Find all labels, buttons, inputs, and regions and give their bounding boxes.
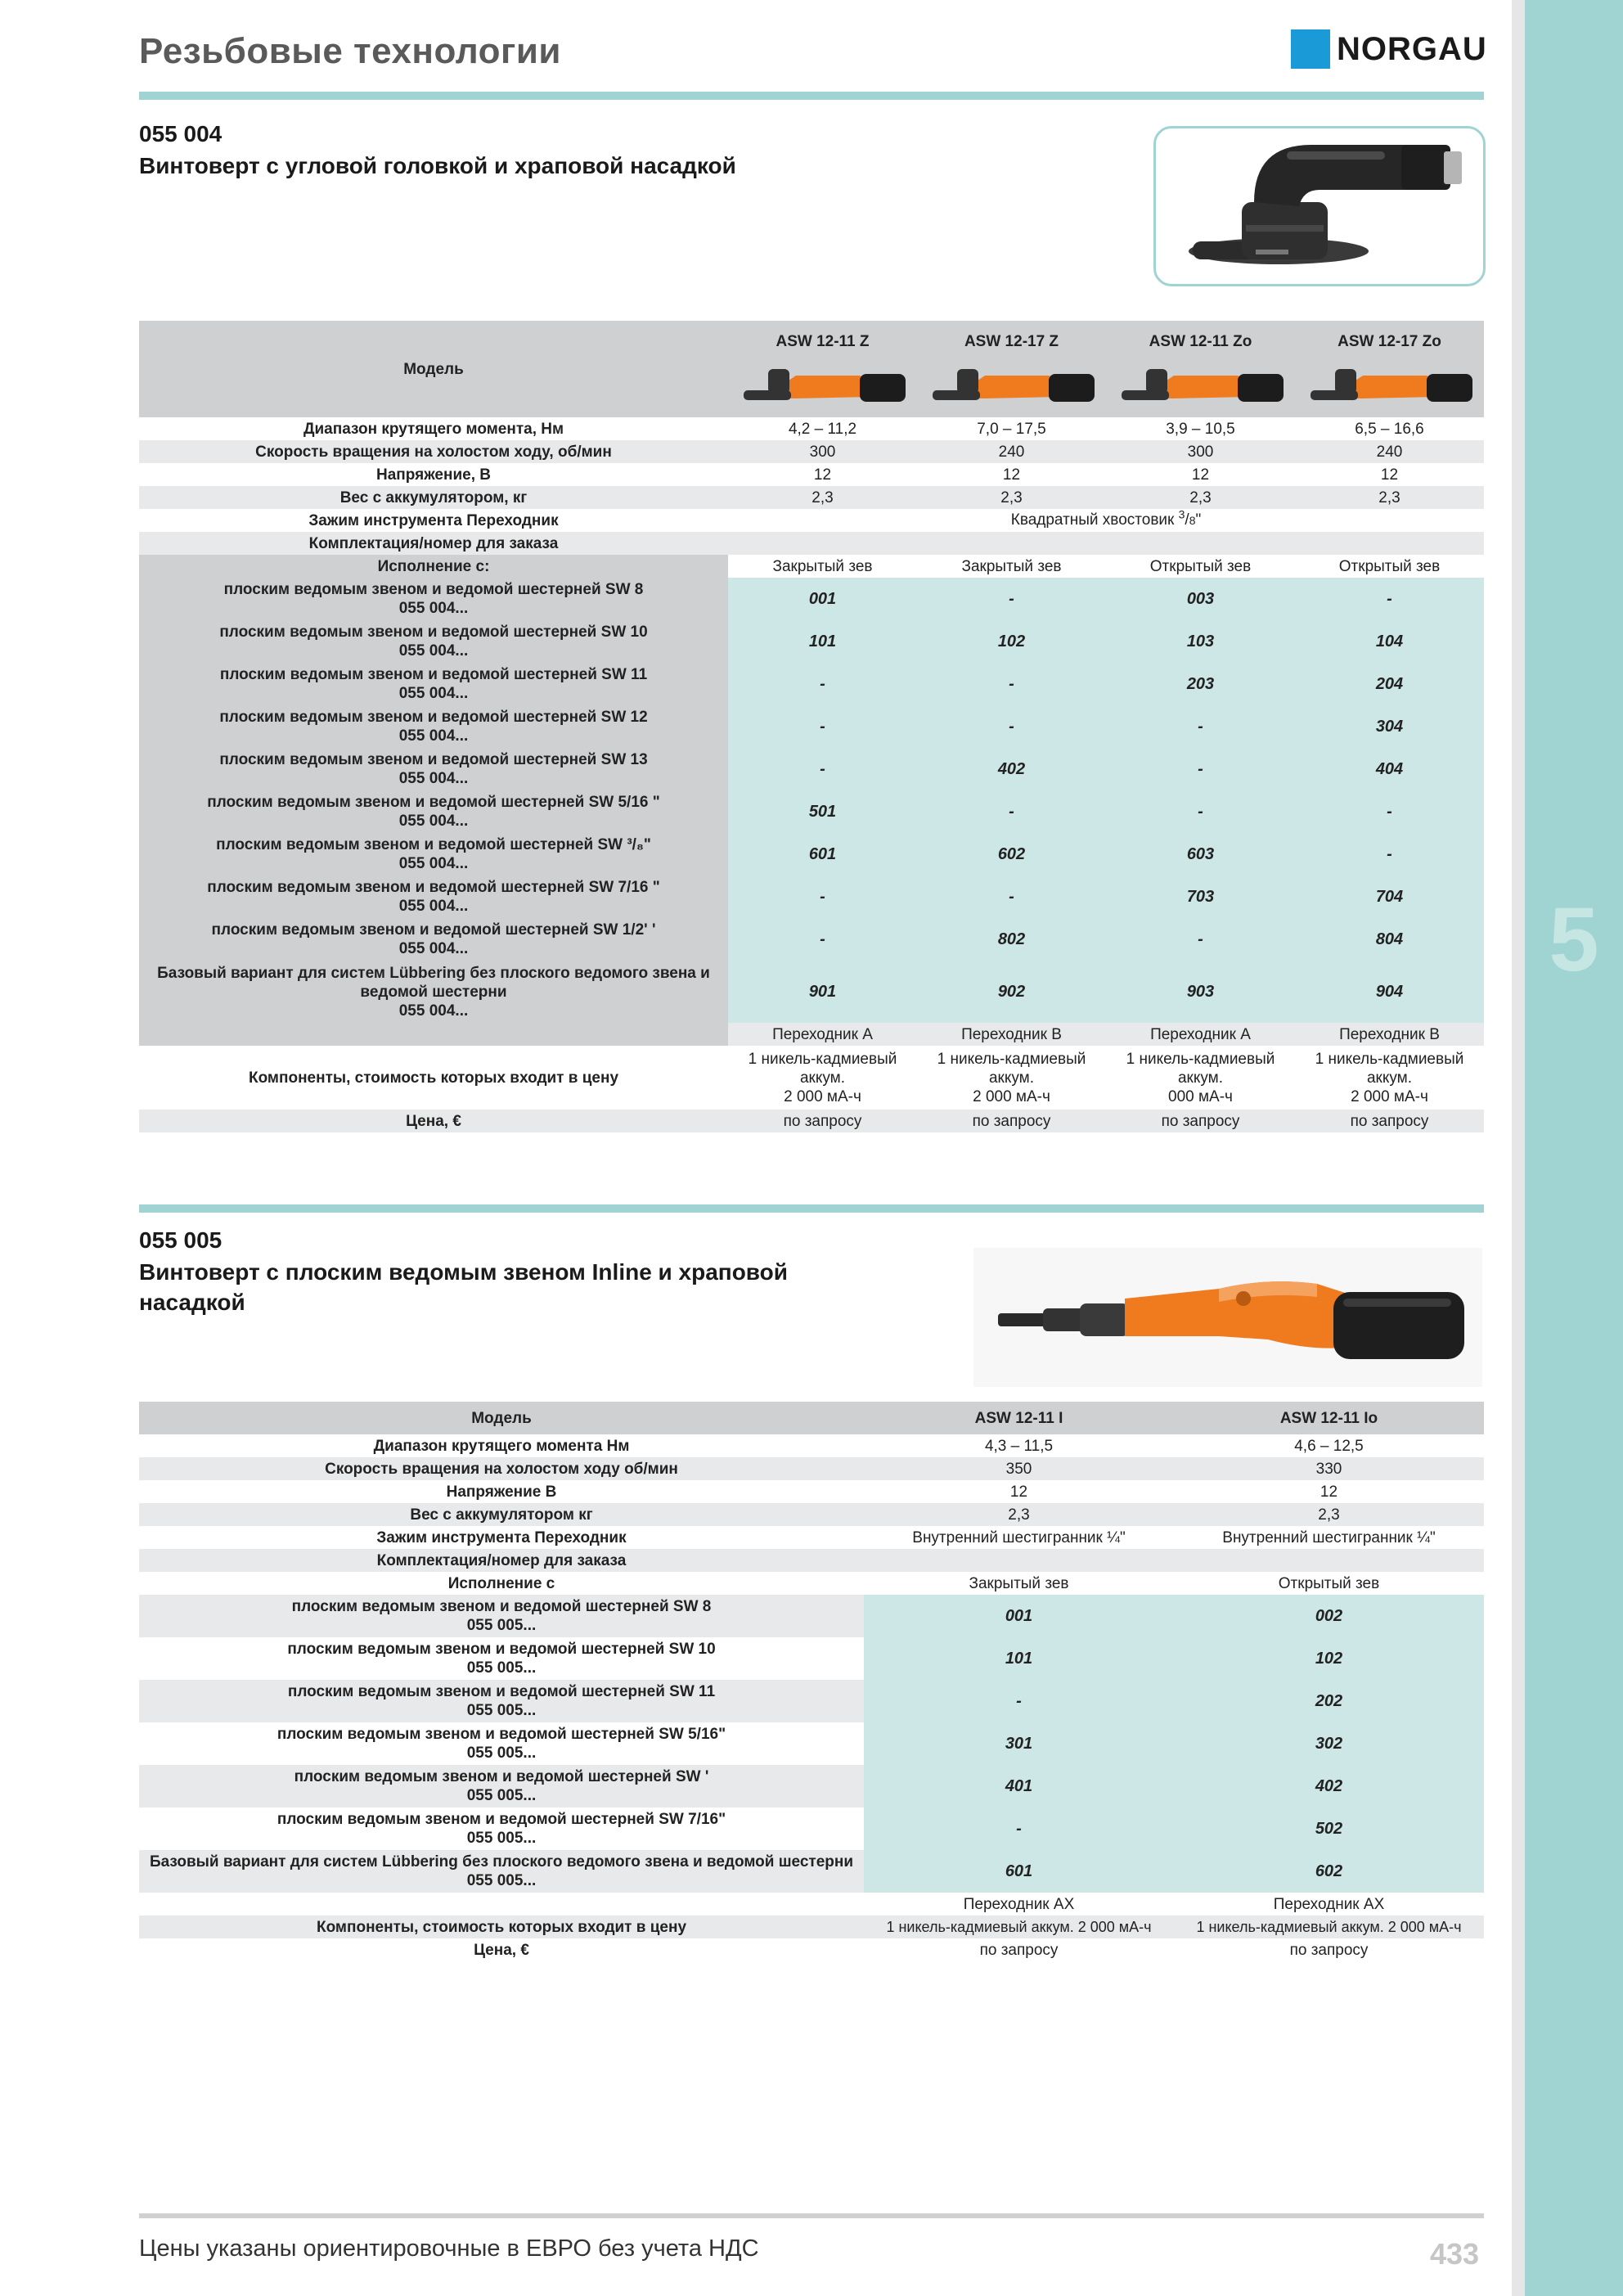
- price-value: по запросу: [864, 1938, 1174, 1961]
- section1-code: 055 004: [139, 121, 223, 146]
- spec-value: 12: [1295, 463, 1484, 486]
- spec-label: Вес с аккумулятором кг: [139, 1503, 864, 1526]
- components-line: 1 никель-кадмиевый: [1315, 1050, 1464, 1068]
- order-code: -: [864, 1680, 1174, 1722]
- table-row: [139, 578, 1484, 620]
- angle-screwdriver-image: [1156, 128, 1483, 284]
- product-image-inline: [973, 1248, 1482, 1387]
- order-code: -: [917, 705, 1106, 748]
- order-code: 103: [1106, 620, 1295, 663]
- order-row-label: [139, 663, 728, 705]
- components-value: 1 никель-кадмиевый аккум. 2 000 мА-ч: [1174, 1916, 1484, 1938]
- order-row-label: [139, 1765, 864, 1808]
- clamp-label: Зажим инструмента Переходник: [139, 509, 728, 532]
- spec-label: Вес с аккумулятором, кг: [139, 486, 728, 509]
- spec-value: 4,3 – 11,5: [864, 1434, 1174, 1457]
- spec-value: Внутренний шестигранник ¼": [1174, 1526, 1484, 1549]
- order-prefix: 055 004...: [398, 642, 469, 660]
- table-row: [139, 1480, 1484, 1503]
- table-row: [139, 1850, 1484, 1893]
- spec-value: 12: [728, 463, 917, 486]
- components-line: 1 никель-кадмиевый: [748, 1050, 897, 1068]
- order-row-text: плоским ведомым звеном и ведомой шестерней SW 5/16 ": [207, 794, 660, 811]
- table-row: [139, 509, 1484, 532]
- table-row: [139, 417, 1484, 440]
- spec-label: Диапазон крутящего момента Нм: [139, 1434, 864, 1457]
- adapter-value: Переходник A: [728, 1023, 917, 1046]
- spec-value: Внутренний шестигранник ¼": [864, 1526, 1174, 1549]
- components-value: [728, 1046, 917, 1110]
- order-prefix: 055 004...: [398, 813, 469, 830]
- spec-value: 240: [1295, 440, 1484, 463]
- order-code: 101: [864, 1637, 1174, 1680]
- model-column: [728, 321, 917, 417]
- brand-name: NORGAU: [1337, 30, 1487, 67]
- price-value: по запросу: [1295, 1110, 1484, 1132]
- spec-value: 330: [1174, 1457, 1484, 1480]
- order-code: 802: [917, 918, 1106, 961]
- order-row-label: [139, 1808, 864, 1850]
- table-row: [139, 1680, 1484, 1722]
- price-value: по запросу: [1174, 1938, 1484, 1961]
- model-name: ASW 12-11 Zo: [1149, 332, 1252, 350]
- clamp-value-text: Квадратный хвостовик: [1010, 511, 1175, 529]
- spec-value: 4,2 – 11,2: [728, 417, 917, 440]
- table-row: [139, 1549, 1484, 1572]
- exec-value: Открытый зев: [1295, 555, 1484, 578]
- components-line: 1 никель-кадмиевый: [1126, 1050, 1275, 1068]
- order-code: -: [917, 663, 1106, 705]
- chapter-sidebar: [1525, 0, 1623, 2296]
- exec-value: Открытый зев: [1106, 555, 1295, 578]
- order-code: 904: [1295, 961, 1484, 1023]
- model-label: Модель: [139, 321, 728, 417]
- order-code: -: [917, 790, 1106, 833]
- order-prefix: 055 005...: [466, 1745, 537, 1762]
- footer-rule: [139, 2213, 1484, 2218]
- model-column: [1295, 321, 1484, 417]
- components-line: аккум.: [1366, 1069, 1413, 1087]
- section2-spec-table: [139, 1402, 1484, 1961]
- spec-value: 12: [1174, 1480, 1484, 1503]
- section2-title-line: насадкой: [139, 1290, 245, 1315]
- order-row-label: [139, 918, 728, 961]
- table-row: [139, 440, 1484, 463]
- components-line: 1 никель-кадмиевый: [937, 1050, 1086, 1068]
- spec-value: 3,9 – 10,5: [1106, 417, 1295, 440]
- price-label: Цена, €: [139, 1110, 728, 1132]
- model-name: ASW 12-17 Zo: [1338, 332, 1441, 350]
- order-code: -: [1106, 918, 1295, 961]
- order-code: 203: [1106, 663, 1295, 705]
- table-row: [139, 555, 1484, 578]
- table-row: [139, 463, 1484, 486]
- order-code: 501: [728, 790, 917, 833]
- spec-value: 2,3: [728, 486, 917, 509]
- section1-spec-table: [139, 321, 1484, 1132]
- angle-tool-thumb-image: [1304, 358, 1476, 405]
- order-code: 402: [1174, 1765, 1484, 1808]
- table-row: [139, 1595, 1484, 1637]
- exec-label: Исполнение с: [139, 1572, 864, 1595]
- order-row-text: плоским ведомым звеном и ведомой шестерней SW 7/16": [276, 1811, 726, 1828]
- table-row: [139, 1808, 1484, 1850]
- table-row: [139, 1637, 1484, 1680]
- order-prefix: 055 005...: [466, 1787, 537, 1804]
- spec-value: 7,0 – 17,5: [917, 417, 1106, 440]
- table-row: [139, 1916, 1484, 1938]
- order-code: 902: [917, 961, 1106, 1023]
- table-row: [139, 1110, 1484, 1132]
- order-row-text: плоским ведомым звеном и ведомой шестерней SW 10: [287, 1641, 716, 1658]
- order-code: 101: [728, 620, 917, 663]
- order-code: 204: [1295, 663, 1484, 705]
- table-row: [139, 663, 1484, 705]
- order-code: 001: [728, 578, 917, 620]
- components-line: аккум.: [1177, 1069, 1224, 1087]
- order-code: -: [1106, 790, 1295, 833]
- order-prefix: 055 005...: [466, 1617, 537, 1634]
- order-code: 603: [1106, 833, 1295, 876]
- table-row: [139, 833, 1484, 876]
- angle-tool-thumb-image: [1115, 358, 1287, 405]
- components-value: [917, 1046, 1106, 1110]
- spec-label: Зажим инструмента Переходник: [139, 1526, 864, 1549]
- clamp-fraction-num: 3: [1178, 509, 1185, 521]
- model-name: ASW 12-17 Z: [964, 332, 1059, 350]
- exec-value: Закрытый зев: [864, 1572, 1174, 1595]
- components-value: [1106, 1046, 1295, 1110]
- adapter-label: [139, 1023, 728, 1046]
- order-prefix: 055 005...: [466, 1702, 537, 1719]
- order-code: 401: [864, 1765, 1174, 1808]
- order-row-label: [139, 876, 728, 918]
- price-label: Цена, €: [139, 1938, 864, 1961]
- order-code: 002: [1174, 1595, 1484, 1637]
- table-row: [139, 1526, 1484, 1549]
- components-line: аккум.: [799, 1069, 846, 1087]
- order-row-text: плоским ведомым звеном и ведомой шестерней SW ': [294, 1768, 709, 1785]
- spec-value: 2,3: [917, 486, 1106, 509]
- spec-value: 350: [864, 1457, 1174, 1480]
- table-row: [139, 1503, 1484, 1526]
- inline-screwdriver-image: [973, 1248, 1482, 1387]
- spec-value: 12: [917, 463, 1106, 486]
- spec-value: 12: [1106, 463, 1295, 486]
- table-row: [139, 1572, 1484, 1595]
- order-row-text: плоским ведомым звеном и ведомой шестерней SW 5/16": [276, 1726, 726, 1743]
- order-prefix: 055 005...: [466, 1659, 537, 1677]
- order-code: 804: [1295, 918, 1484, 961]
- header-rule: [139, 92, 1484, 100]
- order-prefix: 055 004...: [398, 898, 469, 915]
- order-code: 301: [864, 1722, 1174, 1765]
- components-value: [1295, 1046, 1484, 1110]
- order-code: 003: [1106, 578, 1295, 620]
- order-prefix: 055 004...: [398, 855, 469, 872]
- components-line: 000 мА-ч: [1168, 1087, 1233, 1105]
- table-row: [139, 790, 1484, 833]
- table-row: [139, 1765, 1484, 1808]
- spec-value: 6,5 – 16,6: [1295, 417, 1484, 440]
- order-code: -: [1295, 790, 1484, 833]
- kit-value: [728, 532, 1484, 555]
- order-code: -: [1295, 833, 1484, 876]
- spec-value: 2,3: [1295, 486, 1484, 509]
- adapter-label: [139, 1893, 864, 1916]
- chapter-number: 5: [1549, 889, 1599, 990]
- components-label: Компоненты, стоимость которых входит в цену: [139, 1046, 728, 1110]
- order-code: 901: [728, 961, 917, 1023]
- order-code: -: [1106, 705, 1295, 748]
- exec-value: Закрытый зев: [728, 555, 917, 578]
- table-header-row: [139, 1402, 1484, 1434]
- table-row: [139, 918, 1484, 961]
- spec-value: 240: [917, 440, 1106, 463]
- components-line: 2 000 мА-ч: [973, 1087, 1050, 1105]
- table-row: [139, 1457, 1484, 1480]
- order-code: 602: [1174, 1850, 1484, 1893]
- angle-tool-thumb-image: [926, 358, 1098, 405]
- order-prefix: 055 005...: [466, 1872, 537, 1889]
- sidebar-strip: [1512, 0, 1525, 2296]
- spec-label: Скорость вращения на холостом ходу об/мин: [139, 1457, 864, 1480]
- order-code: 602: [917, 833, 1106, 876]
- order-code: 601: [864, 1850, 1174, 1893]
- adapter-value: Переходник AX: [1174, 1893, 1484, 1916]
- section1-title: Винтоверт с угловой головкой и храповой насадкой: [139, 153, 736, 178]
- price-value: по запросу: [1106, 1110, 1295, 1132]
- order-prefix: 055 004...: [398, 727, 469, 745]
- adapter-value: Переходник B: [917, 1023, 1106, 1046]
- order-code: 402: [917, 748, 1106, 790]
- angle-tool-thumb-image: [737, 358, 909, 405]
- order-prefix: 055 004...: [398, 1002, 469, 1020]
- order-code: -: [917, 876, 1106, 918]
- order-row-text: Базовый вариант для систем Lübbering без плоского ведомого звена и ведомой шестерни: [149, 1853, 854, 1871]
- order-code: -: [728, 876, 917, 918]
- table-row: [139, 748, 1484, 790]
- order-row-text: плоским ведомым звеном и ведомой шестерней SW 1/2' ': [211, 921, 656, 939]
- order-row-text: плоским ведомым звеном и ведомой шестерней SW 11: [219, 666, 648, 683]
- model-label: Модель: [139, 1402, 864, 1434]
- spec-label: Диапазон крутящего момента, Нм: [139, 417, 728, 440]
- order-code: -: [728, 918, 917, 961]
- order-prefix: 055 004...: [398, 600, 469, 617]
- spec-value: 12: [864, 1480, 1174, 1503]
- order-row-label: [139, 1595, 864, 1637]
- logo-square-icon: [1291, 29, 1330, 69]
- table-row: [139, 961, 1484, 1023]
- adapter-value: Переходник AX: [864, 1893, 1174, 1916]
- order-code: 703: [1106, 876, 1295, 918]
- table-row: [139, 1434, 1484, 1457]
- section2-rule: [139, 1204, 1484, 1213]
- table-row: [139, 1722, 1484, 1765]
- order-code: 102: [1174, 1637, 1484, 1680]
- order-code: -: [728, 748, 917, 790]
- order-code: 502: [1174, 1808, 1484, 1850]
- order-row-text: плоским ведомым звеном и ведомой шестерней SW 8: [291, 1598, 712, 1615]
- price-value: по запросу: [728, 1110, 917, 1132]
- order-row-text: плоским ведомым звеном и ведомой шестерней SW 8: [223, 581, 644, 598]
- product-image-angle-head: [1153, 126, 1486, 286]
- order-code: -: [728, 663, 917, 705]
- order-row-label: [139, 1722, 864, 1765]
- order-code: -: [864, 1808, 1174, 1850]
- order-prefix: 055 004...: [398, 770, 469, 787]
- exec-value: Открытый зев: [1174, 1572, 1484, 1595]
- table-row: [139, 620, 1484, 663]
- table-header-row: [139, 321, 1484, 417]
- footer-note: Цены указаны ориентировочные в ЕВРО без учета НДС: [139, 2235, 759, 2262]
- order-code: 302: [1174, 1722, 1484, 1765]
- order-code: 903: [1106, 961, 1295, 1023]
- model-name: ASW 12-11 I: [864, 1402, 1174, 1434]
- order-code: 202: [1174, 1680, 1484, 1722]
- table-row: [139, 532, 1484, 555]
- exec-value: Закрытый зев: [917, 555, 1106, 578]
- order-row-label: [139, 1680, 864, 1722]
- order-code: 001: [864, 1595, 1174, 1637]
- order-row-label: [139, 790, 728, 833]
- order-code: -: [728, 705, 917, 748]
- order-code: -: [1106, 748, 1295, 790]
- order-row-label: [139, 748, 728, 790]
- order-row-text: плоским ведомым звеном и ведомой шестерней SW 10: [219, 624, 648, 641]
- table-row: [139, 705, 1484, 748]
- order-prefix: 055 004...: [398, 685, 469, 702]
- section2-code: 055 005: [139, 1227, 223, 1253]
- order-row-label: [139, 833, 728, 876]
- price-value: по запросу: [917, 1110, 1106, 1132]
- order-prefix: 055 005...: [466, 1830, 537, 1847]
- adapter-value: Переходник B: [1295, 1023, 1484, 1046]
- page-number: 433: [1430, 2237, 1480, 2271]
- order-code: 404: [1295, 748, 1484, 790]
- table-row: [139, 1938, 1484, 1961]
- order-row-label: [139, 961, 728, 1023]
- order-row-label: [139, 705, 728, 748]
- table-row: [139, 1023, 1484, 1046]
- spec-value: 2,3: [1106, 486, 1295, 509]
- order-prefix: 055 004...: [398, 940, 469, 957]
- model-name: ASW 12-11 Z: [776, 332, 870, 350]
- components-line: 2 000 мА-ч: [784, 1087, 861, 1105]
- model-name: ASW 12-11 Io: [1174, 1402, 1484, 1434]
- order-row-text: плоским ведомым звеном и ведомой шестерней SW 13: [219, 751, 648, 768]
- clamp-fraction-den: 8: [1189, 514, 1196, 527]
- table-row: [139, 876, 1484, 918]
- components-value: 1 никель-кадмиевый аккум. 2 000 мА-ч: [864, 1916, 1174, 1938]
- spec-value: 300: [1106, 440, 1295, 463]
- order-code: 304: [1295, 705, 1484, 748]
- table-row: [139, 1893, 1484, 1916]
- order-row-text: плоским ведомым звеном и ведомой шестерней SW 7/16 ": [207, 879, 660, 896]
- kit-value: [864, 1549, 1484, 1572]
- clamp-unit: ": [1195, 511, 1202, 529]
- kit-label: Комплектация/номер для заказа: [139, 532, 728, 555]
- spec-value: 4,6 – 12,5: [1174, 1434, 1484, 1457]
- spec-label: Напряжение, В: [139, 463, 728, 486]
- components-line: аккум.: [988, 1069, 1035, 1087]
- kit-label: Комплектация/номер для заказа: [139, 1549, 864, 1572]
- clamp-value: Квадратный хвостовик $^3$/8": [728, 509, 1484, 532]
- order-code: -: [1295, 578, 1484, 620]
- order-row-text: плоским ведомым звеном и ведомой шестерней SW ³/₈": [216, 836, 651, 853]
- components-label: Компоненты, стоимость которых входит в цену: [139, 1916, 864, 1938]
- model-column: [917, 321, 1106, 417]
- order-row-text: плоским ведомым звеном и ведомой шестерней SW 12: [219, 709, 648, 726]
- adapter-value: Переходник A: [1106, 1023, 1295, 1046]
- order-code: -: [917, 578, 1106, 620]
- spec-label: Напряжение В: [139, 1480, 864, 1503]
- model-column: [1106, 321, 1295, 417]
- spec-label: Скорость вращения на холостом ходу, об/мин: [139, 440, 728, 463]
- order-row-label: [139, 1850, 864, 1893]
- order-code: 601: [728, 833, 917, 876]
- order-code: 104: [1295, 620, 1484, 663]
- exec-label: Исполнение с:: [139, 555, 728, 578]
- order-row-text: плоским ведомым звеном и ведомой шестерней SW 11: [287, 1683, 716, 1700]
- spec-value: 300: [728, 440, 917, 463]
- order-row-label: [139, 578, 728, 620]
- order-code: 102: [917, 620, 1106, 663]
- table-row: [139, 486, 1484, 509]
- order-row-label: [139, 620, 728, 663]
- table-row: [139, 1046, 1484, 1110]
- order-row-text: Базовый вариант для систем Lübbering без плоского ведомого звена и ведомой шестерни: [157, 964, 710, 1001]
- brand-logo: [1291, 28, 1487, 70]
- page-title: Резьбовые технологии: [139, 31, 561, 71]
- order-code: 704: [1295, 876, 1484, 918]
- components-line: 2 000 мА-ч: [1351, 1087, 1428, 1105]
- order-row-label: [139, 1637, 864, 1680]
- spec-value: 2,3: [864, 1503, 1174, 1526]
- section2-title: [139, 1257, 875, 1317]
- section2-title-line: Винтоверт с плоским ведомым звеном Inline и храповой: [139, 1259, 788, 1285]
- spec-value: 2,3: [1174, 1503, 1484, 1526]
